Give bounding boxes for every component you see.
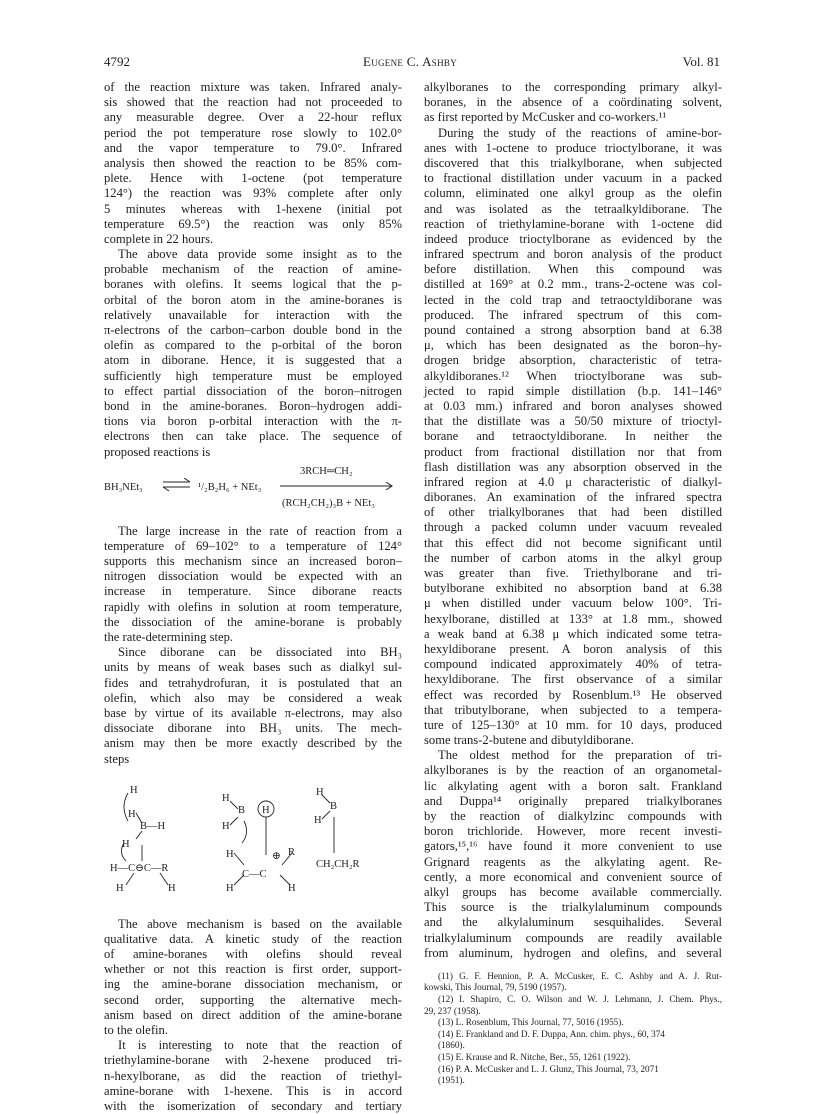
text-line: rapidly with olefins in solution at room temperature,: [104, 599, 402, 614]
text-line: of other trialkylboranes that had been distilled: [424, 505, 722, 520]
text-line: alkyldiboranes.¹² When trioctylborane was sub-: [424, 368, 722, 383]
text-line: and the alkylaluminum sesquihalides. Several: [424, 915, 722, 930]
text-line: and was isolated as the tetraalkyldiborane. The: [424, 201, 722, 216]
text-line: It is interesting to note that the reaction of: [118, 1038, 402, 1053]
text-line: electrons then can take place. The sequence of: [104, 429, 402, 444]
mechanism-atom: B—H: [140, 820, 166, 832]
text-line: n-hexylborane, as did the reaction of triethyl-: [104, 1068, 402, 1083]
text-line: from aluminum, hydrogen and olefins, and several: [424, 945, 722, 960]
text-line: 29, 237 (1958).: [424, 1005, 481, 1016]
text-line: anism may then be more exactly described by the: [104, 736, 402, 751]
mechanism-atom: H: [316, 786, 324, 798]
text-line: as first reported by McCusker and co-workers.¹¹: [424, 110, 667, 125]
mechanism-atom: H: [222, 792, 230, 804]
text-line: kowski, This Journal, 79, 5190 (1957).: [424, 982, 567, 993]
text-line: compound indicated approximately 40% of tetra-: [424, 657, 722, 672]
text-line: column, eliminated one alkyl group as the olefin: [424, 186, 722, 201]
text-line: supports this mechanism since an increased boron–: [104, 554, 402, 569]
text-line: alkyl groups has become available commercially.: [424, 884, 722, 899]
text-line: Grignard reagents as the alkylating agent. Re-: [424, 854, 722, 869]
text-line: the rate-determining step.: [104, 630, 234, 644]
paragraph: [104, 80, 402, 247]
mechanism-atom: H: [226, 848, 234, 860]
text-line: to effect partial dissociation of the boron–nitrogen: [104, 383, 402, 398]
text-line: proposed reactions is: [104, 444, 211, 459]
text-line: by the reaction of dialkylzinc compounds with: [424, 809, 722, 823]
text-line: of amine-boranes with olefins should reveal: [104, 947, 402, 962]
paragraph: [424, 126, 722, 749]
text-line: anes with 1-octene to produce trioctylborane, it was: [424, 140, 722, 155]
text-line: (1860).: [438, 1040, 465, 1051]
text-line: probable mechanism of the reaction of amine-: [104, 262, 402, 277]
text-line: produced. The infrared spectrum of this com-: [424, 307, 722, 322]
mechanism-atom: H: [226, 882, 234, 894]
text-line: some trans-2-butene and dibutyldiborane.: [424, 733, 634, 748]
running-author: Eugene C. Ashby: [362, 54, 458, 69]
text-line: fides and tetrahydrofuran, it is postulated that an: [104, 675, 402, 690]
text-line: (15) E. Krause and R. Nitche, Ber., 55, 1261 (1922).: [438, 1052, 631, 1063]
text-line: This source is the trialkylaluminum compounds: [424, 900, 722, 915]
text-line: anism based on direct addition of the amine-borane: [104, 1007, 402, 1022]
text-line: hexylborane, distilled at 133° at 1.8 mm., showed: [424, 611, 722, 626]
paragraph: [104, 917, 402, 1039]
text-line: olefin, which also may be considered a weak: [104, 690, 402, 705]
mechanism-atom: H: [262, 804, 270, 816]
text-line: olefin as compared to the p-orbital of the boron: [104, 338, 402, 353]
text-line: gators,¹⁵,¹⁶ have found it more convenient to use: [424, 839, 722, 854]
text-line: sis showed that the reaction had not proceeded to: [104, 95, 402, 110]
paragraph: [104, 247, 402, 460]
text-line: through a packed column under vacuum revealed: [424, 520, 722, 535]
text-line: sufficiently high temperature must be employed: [104, 368, 402, 383]
text-line: boranes, in the absence of a coördinating solvent,: [424, 95, 722, 110]
text-line: cently, a more economical and convenient source of: [424, 869, 722, 884]
text-line: nitrogen dissociation would be expected with an: [104, 569, 402, 584]
volume-label: Vol. 81: [682, 54, 720, 69]
text-line: the dissociation of the amine-borane is probably: [104, 614, 402, 629]
text-line: drogen bridge absorption, characteristic of tetra-: [424, 353, 722, 368]
mechanism-atom: H—C⊖C—R: [110, 862, 169, 874]
text-line: hexyldiborane. The first observance of a similar: [424, 672, 722, 687]
text-line: complete in 22 hours.: [104, 231, 214, 246]
text-line: π-electrons of the carbon–carbon double bond in the: [104, 323, 402, 337]
text-line: (13) L. Rosenblum, This Journal, 77, 5016 (1955).: [438, 1017, 624, 1028]
text-line: with the isomerization of secondary and tertiary: [104, 1098, 402, 1113]
mechanism-atom: H: [130, 784, 138, 796]
text-line: a weak band at 6.38 μ which indicated some tetra-: [424, 626, 722, 641]
text-line: second order, supporting the alternative mech-: [104, 992, 402, 1007]
text-line: jected to rapid simple distillation (b.p. 141–146°: [424, 383, 722, 398]
text-line: (16) P. A. McCusker and L. J. Glunz, This Journal, 73, 2071: [438, 1063, 659, 1074]
text-line: (1951).: [438, 1075, 465, 1086]
text-line: that the distillate was a 50/50 mixture of trioctyl-: [424, 414, 722, 429]
text-line: plete. Hence with 1-octene (pot temperature: [104, 171, 402, 186]
text-line: boranes with olefins. It seems logical that the p-: [104, 277, 402, 292]
text-line: trialkylaluminum compounds are readily available: [424, 930, 722, 945]
text-line: 5 minutes whereas with 1-hexene (initial pot: [104, 201, 402, 216]
text-line: period the pot temperature rose slowly to 102.0°: [104, 125, 402, 140]
equation-intermediate: ¹/₂B₂H₆ + NEt₃: [198, 481, 262, 493]
text-line: flash distillation was any absorption observed in the: [424, 459, 722, 474]
paragraph: [104, 645, 402, 767]
mechanism-bonds: [104, 773, 402, 909]
mechanism-diagram: [104, 773, 402, 909]
equation-reactant: BH₃NEt₃: [104, 481, 143, 493]
text-line: amine-borane with 1-hexene. This is in accord: [104, 1083, 402, 1098]
text-line: triethylamine-borane with 2-hexene produced tri-: [104, 1053, 402, 1068]
text-line: before distillation. When this compound was: [424, 262, 722, 277]
paragraph: [424, 748, 722, 961]
equilibrium-arrow-icon: [162, 478, 192, 492]
text-line: relatively unavailable for interaction with the: [104, 307, 402, 322]
text-line: that tributylborane, when subjected to a tempera-: [424, 702, 722, 717]
text-line: μ when distilled under vacuum below 100°. Tri-: [424, 596, 722, 611]
text-line: bond in the amine-boranes. Boron–hydrogen addi-: [104, 398, 402, 413]
mechanism-atom: ⊕: [272, 850, 281, 862]
left-column: [104, 80, 402, 1114]
text-line: steps: [104, 751, 130, 766]
footnotes: [424, 971, 722, 1087]
text-line: effect was recorded by Rosenblum.¹³ He observed: [424, 687, 722, 702]
equation-reagent: 3RCH═CH₂: [300, 465, 353, 477]
text-line: discovered that this trialkylborane, when subjected: [424, 155, 722, 170]
text-line: and the vapor temperature to 79.0°. Infrared: [104, 140, 402, 155]
text-line: alkylboranes is by the reaction of an organometal-: [424, 763, 722, 778]
mechanism-atom: R: [288, 846, 296, 858]
equation-product: (RCH₂CH₂)₃B + NEt₃: [282, 497, 375, 509]
text-line: units by means of weak bases such as dialkyl sul-: [104, 660, 402, 675]
text-line: ing the amine-borane dissociation mechanism, or: [104, 977, 402, 992]
text-line: butylborane exhibited no absorption band at 6.38: [424, 581, 722, 596]
text-line: qualitative data. A kinetic study of the reaction: [104, 931, 402, 946]
text-line: ture of 125–130° at 10 mm. for 10 days, produced: [424, 717, 722, 732]
text-line: and Duppa¹⁴ originally prepared trialkylboranes: [424, 793, 722, 808]
mechanism-atom: H: [288, 882, 296, 894]
paragraph: [104, 524, 402, 646]
paragraph: [424, 80, 722, 126]
mechanism-atom: CH₂CH₂R: [316, 858, 360, 870]
text-line: infrared region at 4.0 μ characteristic of dialkyl-: [424, 474, 722, 489]
text-line: (12) I. Shapiro, C. O. Wilson and W. J. Lehmann, J. Chem. Phys.,: [438, 994, 722, 1005]
text-line: of the reaction mixture was taken. Infrared analy-: [104, 80, 402, 94]
text-line: diboranes. An examination of the infrared spectra: [424, 490, 722, 505]
text-line: The above mechanism is based on the available: [118, 916, 402, 931]
mechanism-atom: H: [122, 838, 130, 850]
reaction-arrow-icon: [280, 482, 394, 490]
paragraph: [104, 1038, 402, 1114]
mechanism-atom: H: [222, 820, 230, 832]
text-line: During the study of the reactions of amine-bor-: [438, 125, 722, 140]
mechanism-atom: B: [330, 800, 338, 812]
text-line: that this effect did not become significant until: [424, 535, 722, 550]
text-line: lected in the cold trap and tetraoctyldiborane was: [424, 292, 722, 307]
text-line: Since diborane can be dissociated into BH₃: [118, 645, 402, 660]
text-line: whether or not this reaction is first order, support-: [104, 962, 402, 977]
text-line: reaction of triethylamine-borane with 1-octene did: [424, 216, 722, 231]
text-line: dissociate diborane into BH₃ units. The mech-: [104, 721, 402, 736]
text-line: (14) E. Frankland and D. F. Duppa, Ann. chim. phys., 60, 374: [438, 1028, 665, 1039]
mechanism-atom: H: [168, 882, 176, 894]
mechanism-atom: H: [116, 882, 124, 894]
text-line: borane and tetraoctyldiborane. In neither the: [424, 429, 722, 444]
text-line: indeed produce trioctylborane as evidenced by the: [424, 231, 722, 246]
text-line: base by virtue of its available π-electrons, may also: [104, 705, 402, 720]
text-line: to the olefin.: [104, 1023, 169, 1037]
text-line: alkylboranes to the corresponding primary alkyl-: [424, 80, 722, 94]
text-line: pound contained a strong absorption band at 6.38: [424, 323, 722, 337]
right-column: [424, 80, 722, 1087]
text-line: The large increase in the rate of reaction from a: [118, 523, 402, 538]
text-line: any measurable degree. Over a 22-hour reflux: [104, 110, 402, 125]
mechanism-atom: H: [128, 808, 136, 820]
text-line: to fractional distillation under vacuum in a packed: [424, 171, 722, 186]
text-line: boron trichloride. However, more recent investi-: [424, 824, 722, 839]
text-line: temperature 69.5°) the reaction was only 85%: [104, 216, 402, 231]
text-line: hexyldiborane present. A boron analysis of this: [424, 641, 722, 656]
text-line: distilled at 169° at 0.2 mm., trans-2-octene was col-: [424, 277, 722, 292]
text-line: (11) G. F. Hennion, P. A. McCusker, E. C. Ashby and A. J. Rut-: [438, 970, 722, 981]
text-line: temperature of 69–102° to a temperature of 124°: [104, 538, 402, 553]
text-line: at 0.03 mm.) infrared and boron analyses showed: [424, 398, 722, 413]
text-line: increase in temperature. Since diborane reacts: [104, 584, 402, 599]
text-line: 124°) the reaction was 93% complete after only: [104, 186, 402, 201]
mechanism-atom: C—C: [242, 868, 267, 880]
text-line: atom in diborane. Hence, it is suggested that a: [104, 353, 402, 368]
text-line: The oldest method for the preparation of tri-: [438, 748, 722, 763]
text-line: lic alkylating agent with a boron salt. Frankland: [424, 778, 722, 793]
mechanism-atom: H: [314, 814, 322, 826]
mechanism-atom: B: [238, 804, 246, 816]
text-line: the number of carbon atoms in the alkyl group: [424, 550, 722, 565]
text-line: orbital of the boron atom in the amine-boranes is: [104, 292, 402, 307]
page-number: 4792: [104, 54, 130, 69]
text-line: analysis then showed the reaction to be 85% com-: [104, 155, 402, 170]
text-line: infrared spectrum and boron analysis of the product: [424, 247, 722, 262]
reaction-equation: [104, 462, 402, 518]
text-line: μ, which has been designated as the boron–hy-: [424, 338, 722, 353]
text-line: product from fractional distillation nor that from: [424, 444, 722, 459]
text-line: was greater than five. Triethylborane and tri-: [424, 566, 722, 580]
text-line: tions via boron p-orbital interaction with the π-: [104, 414, 402, 429]
text-line: The above data provide some insight as to the: [118, 247, 402, 262]
